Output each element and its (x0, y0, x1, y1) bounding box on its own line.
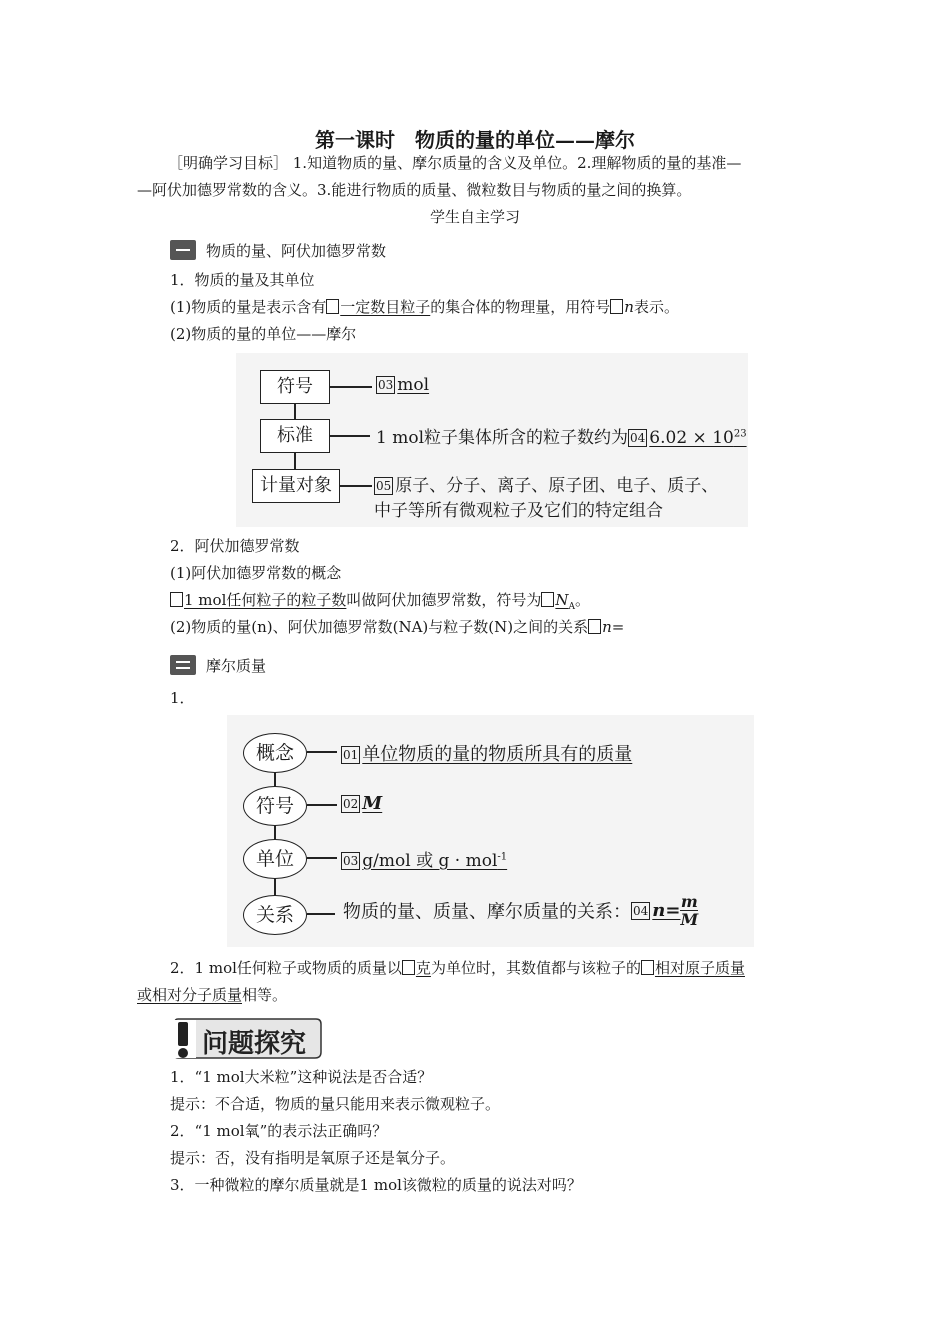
part1-item2-title: 2．阿伏加德罗常数 (170, 537, 300, 555)
objectives-line-2: —阿伏加德罗常数的含义。3.能进行物质的质量、微粒数目与物质的量之间的换算。 (137, 181, 692, 199)
blank-box-icon (326, 299, 339, 314)
blank-box-icon (402, 960, 415, 975)
fraction-m-over-M: $\frac{m}{M}$ (680, 892, 699, 929)
page-title: 第一课时 物质的量的单位——摩尔 (315, 128, 635, 152)
blank-box-icon (588, 619, 601, 634)
answer-2: 提示：否，没有指明是氧原子还是氧分子。 (170, 1149, 456, 1167)
question-1: 1．“1 mol大米粒”这种说法是否合适？ (170, 1068, 433, 1086)
blank-box-icon (641, 960, 654, 975)
box-counted-objects: 计量对象 (252, 469, 340, 503)
part2-item1: 1． (170, 689, 195, 707)
mole-diagram (236, 353, 748, 527)
blank-box-icon (610, 299, 623, 314)
label-concept: 01 单位物质的量的物质所具有的质量 (343, 744, 633, 765)
part2-heading: 摩尔质量 (170, 655, 266, 676)
section-two-icon (170, 655, 196, 675)
label-counted-objects-2: 中子等所有微观粒子及它们的特定组合 (374, 501, 663, 521)
oval-symbol: 符号 (243, 786, 307, 826)
oval-unit: 单位 (243, 839, 307, 879)
inquiry-banner (172, 1018, 322, 1060)
label-unit: 03 g/mol 或 g · mol$^{-1}$ (343, 851, 508, 871)
part1-heading: 物质的量、阿伏加德罗常数 (170, 240, 386, 261)
label-mol: 03 mol (378, 375, 430, 395)
label-avogadro-value: 1 mol粒子集体所含的粒子数约为 04 $6.02 \times 10^{23}$ (376, 428, 747, 448)
part2-item2-line1: 2．1 mol任何粒子或物质的质量以 克为单位时，其数值都与该粒子的 相对原子质量 (170, 959, 745, 977)
section-one-icon (170, 240, 196, 260)
box-standard: 标准 (260, 419, 330, 453)
box-symbol: 符号 (260, 370, 330, 404)
label-symbol-M: 02 M (343, 793, 383, 814)
oval-relation: 关系 (243, 895, 307, 935)
part1-item1-title: 1．物质的量及其单位 (170, 271, 315, 289)
part2-item2-line2: 或相对分子质量相等。 (137, 986, 288, 1004)
label-counted-objects-1: 05 原子、分子、离子、原子团、电子、质子、 (376, 476, 719, 496)
blank-box-icon (170, 592, 183, 607)
inquiry-title: 问题探究 (202, 1029, 307, 1059)
answer-1: 提示：不合适，物质的量只能用来表示微观粒子。 (170, 1095, 501, 1113)
part1-item2-2: (2)物质的量(n)、阿伏加德罗常数(NA)与粒子数(N)之间的关系 n= (170, 618, 625, 636)
part1-item1-1: (1)物质的量是表示含有 一定数目粒子的集合体的物理量，用符号 n表示。 (170, 298, 679, 316)
label-relation: 物质的量、质量、摩尔质量的关系： 04 n= $\frac{m}{M}$ (343, 892, 699, 929)
part1-item2-1: (1)阿伏加德罗常数的概念 (170, 564, 342, 582)
part1-item2-1-definition: 1 mol任何粒子的粒子数叫做阿伏加德罗常数，符号为 $N_A$。 (170, 590, 590, 617)
objectives-line-1: ［明确学习目标］ 1.知道物质的量、摩尔质量的含义及单位。2.理解物质的量的基准— (168, 154, 742, 172)
question-3: 3．一种微粒的摩尔质量就是1 mol该微粒的质量的说法对吗？ (170, 1176, 582, 1194)
oval-concept: 概念 (243, 733, 307, 773)
molar-mass-diagram (227, 715, 754, 947)
section-heading: 学生自主学习 (429, 208, 520, 226)
part1-item1-2: (2)物质的量的单位——摩尔 (170, 325, 357, 343)
blank-box-icon (541, 592, 554, 607)
question-2: 2．“1 mol氧”的表示法正确吗？ (170, 1122, 388, 1140)
